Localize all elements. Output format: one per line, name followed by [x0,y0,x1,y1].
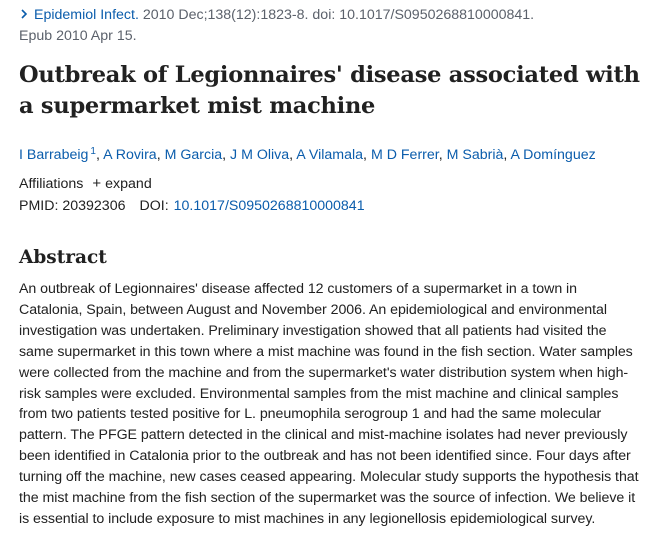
author-link[interactable]: A Vilamala [296,147,364,163]
citation-details: 2010 Dec;138(12):1823-8. doi: 10.1017/S0950268810000841. [138,7,535,23]
chevron-right-icon[interactable] [19,9,29,19]
journal-link[interactable]: Epidemiol Infect. [34,7,139,23]
plus-icon: + [92,175,102,192]
author-separator: , [156,147,165,163]
author-separator: , [222,147,231,163]
author-separator: , [363,147,371,163]
author-link[interactable]: J M Oliva [230,147,290,163]
doi-link[interactable]: 10.1017/S0950268810000841 [173,198,365,214]
author-separator: , [289,147,297,163]
expand-affiliations-button[interactable] [92,176,151,192]
expand-label: expand [105,176,152,192]
author-link[interactable]: A Domínguez [510,147,596,163]
author-link[interactable]: M Garcia [164,147,223,163]
author-separator: , [438,147,447,163]
epub-date: Epub 2010 Apr 15. [19,28,137,44]
author-list [19,141,649,166]
author-link[interactable]: M Sabrià [446,147,504,163]
affiliations-row [19,173,152,195]
article-title: Outbreak of Legionnaires' disease associated with a supermarket mist machine [19,62,640,119]
author-link[interactable]: I Barrabeig [19,147,89,163]
abstract-heading: Abstract [19,247,107,268]
author-link[interactable]: A Rovira [103,147,157,163]
author-separator: , [503,147,511,163]
affiliations-label: Affiliations [19,176,84,192]
author-link[interactable]: M D Ferrer [370,147,439,163]
author-separator: , [95,147,104,163]
doi-label: DOI: [139,198,169,214]
pmid: PMID: 20392306 [19,198,126,214]
citation-line [19,5,649,47]
identifiers-row [19,196,365,217]
abstract-text: An outbreak of Legionnaires' disease affected 12 customers of a supermarket in a town in Catalonia, Spain, between August and November 2006. An epidemiological and environmental investigation was undertaken. Preliminary investigation showed that all patients had visited the same supermarket in this town where a mist machine was found in the fish section. Water samples were collected from the machine and from the supermarket's water distribution system when high-risk samples were excluded. Environmental samples from the mist machine and clinical samples from two patients tested positive for L. pneumophila serogroup 1 and had the same molecular pattern. The PFGE pattern detected in the clinical and mist-machine isolates had never previously been identified in Catalonia prior to the outbreak and has not been identified since. Four days after turning off the machine, new cases ceased appearing. Molecular study supports the hypothesis that the mist machine from the fish section of the supermarket was the source of infection. We believe it is essential to include exposure to mist machines in any legionellosis epidemiological survey. [19,281,639,527]
affiliation-ref[interactable]: 1 [90,146,96,157]
